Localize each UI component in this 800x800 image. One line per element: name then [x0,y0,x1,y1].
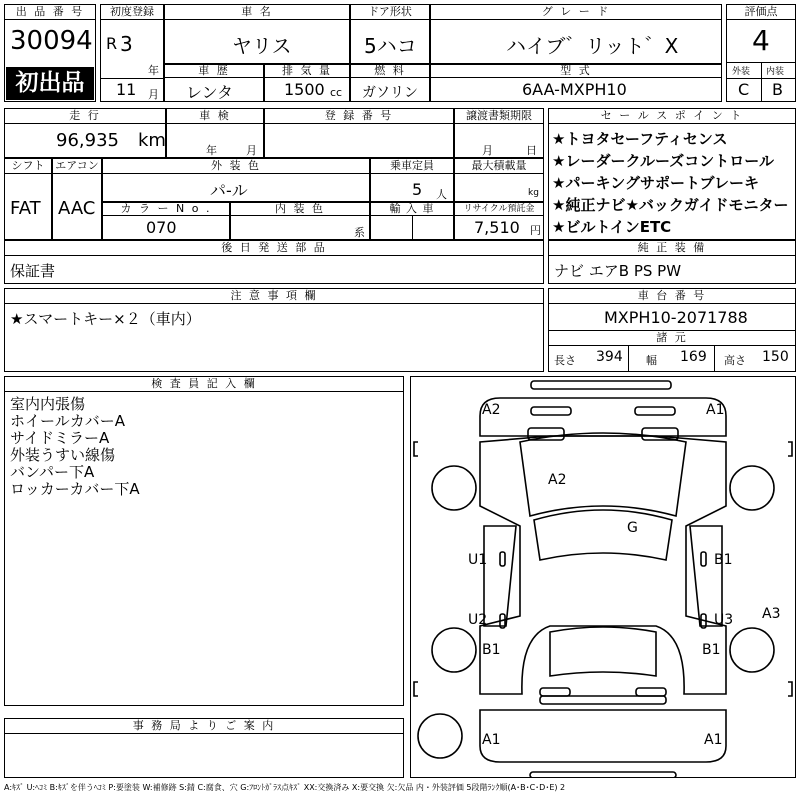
inspection-month-unit: 月 [246,144,257,157]
mileage-unit: km [138,130,166,151]
door-label: ドア形状 [350,4,430,20]
dims-label: 諸 元 [548,330,796,346]
history-label: 車 歴 [164,64,264,78]
equipment-value: ナビ エアB PS PW [554,262,682,280]
height-label: 高さ [724,354,746,367]
mark-u3-right-rear: U3 [714,612,734,628]
grade: ハイブ゛リット゛X [506,34,679,58]
mileage-label: 走 行 [4,108,166,124]
recycle-amount: 7,510 [474,218,520,237]
dims-divider-1 [628,346,629,372]
first-reg-label: 初度登録 [100,4,164,20]
equipment-label: 純 正 装 備 [548,240,796,256]
exterior-label: 外装 [732,67,751,77]
color-no: 070 [146,218,177,237]
color-no-label: カ ラ ー N o . [102,202,230,216]
mark-b1-left-wheel: B1 [482,642,501,658]
displacement-label: 排 気 量 [264,64,350,78]
inspector-line: ロッカーカバー下A [10,480,140,498]
transfer-month-unit: 月 [482,144,493,157]
model-label: 型 式 [430,64,722,78]
mark-a1-rear-right: A1 [704,732,723,748]
int-color-label: 内 装 色 [230,202,370,216]
sales-points-list [552,128,788,238]
sales-point-item: ★トヨタセーフティセンス [552,130,728,148]
sales-point-item: ★レーダークルーズコントロール [552,152,774,170]
era: R [106,34,118,53]
score: 4 [752,24,770,57]
mark-g-windshield: G [627,520,638,536]
inspector-line: 室内内張傷 [10,395,86,413]
recycle-unit: 円 [530,224,541,237]
int-color-unit: 系 [354,226,365,239]
transfer-day-unit: 日 [526,144,537,157]
parts-label: 後 日 発 送 部 品 [4,240,544,256]
ext-int-divider [761,62,762,102]
interior-label: 内装 [766,67,785,77]
sales-points-label: セ ー ル ス ポ イ ン ト [548,108,796,124]
score-label: 評価点 [726,4,796,20]
mileage: 96,935 [56,130,119,151]
height: 150 [762,349,789,365]
inspector-line: ホイールカバーA [10,412,125,430]
mark-b1-right-front: B1 [714,552,733,568]
mark-a3-right: A3 [762,606,781,622]
history: レンタ [186,83,233,102]
sales-point-item: ★パーキングサポートブレーキ [552,174,759,192]
inspector-line: 外装うすい線傷 [10,446,116,464]
dims-divider-2 [714,346,715,372]
door-type: 5ハコ [364,34,417,58]
chassis-label: 車 台 番 号 [548,288,796,304]
sales-point-item: ★ビルトインETC [552,218,672,236]
load-label: 最大積載量 [454,158,544,174]
model: 6AA-MXPH10 [522,80,627,99]
sales-point-item: ★純正ナビ★バックガイドモニター [552,196,789,214]
lot-label: 出 品 番 号 [4,4,96,20]
inspection-label: 車 検 [166,108,264,124]
ext-color-label: 外 装 色 [102,158,370,174]
inspector-line: バンパー下A [10,463,95,481]
legend: A:ｷｽﾞ U:ﾍｺﾐ B:ｷｽﾞを伴うﾍｺﾐ P:要塗装 W:補修跡 S:錆 C:腐食、穴 G:ﾌﾛﾝﾄｶﾞﾗｽ点ｷｽﾞ XX:交換済み X:要交換 欠:欠品 内・外装評価 5段階ﾗﾝｸ順(A･B･C･D･E) 2 [4,783,566,792]
inspector-lines [10,396,140,498]
mark-u1-left-front: U1 [468,552,488,568]
recycle-label: リサイクル預託金 [454,202,544,216]
length: 394 [596,349,623,365]
width-label: 幅 [646,354,657,367]
regno-label: 登 録 番 号 [264,108,454,124]
exterior-grade: C [738,80,750,99]
displacement-unit: cc [330,86,343,99]
fuel-label: 燃 料 [350,64,430,78]
import-divider [412,216,413,240]
shift: FAT [10,198,41,219]
office-label: 事 務 局 よ り ご 案 内 [4,718,404,734]
import-label: 輸 入 車 [370,202,454,216]
car-diagram [410,376,796,778]
capacity-label: 乗車定員 [370,158,454,174]
notes-label: 注 意 事 項 欄 [4,288,544,304]
inspector-line: サイドミラーA [10,429,110,447]
capacity: 5 [412,180,423,199]
parts-value: 保証書 [10,262,56,280]
aircon-label: エアコン [52,158,102,174]
aircon: AAC [58,198,96,219]
load-unit: kg [528,188,539,198]
mark-u2-left-rear: U2 [468,612,488,628]
car-name-label: 車 名 [164,4,350,20]
ext-color: パ-ル [210,181,248,200]
shift-label: シフト [4,158,52,174]
year-unit: 年 [148,64,159,77]
lot-number: 30094 [10,26,93,56]
mark-b1-right-wheel: B1 [702,642,721,658]
length-label: 長さ [554,354,576,367]
interior-grade: B [772,80,783,99]
chassis-number: MXPH10-2071788 [604,308,748,327]
month-unit: 月 [148,88,159,101]
inspection-year-unit: 年 [206,144,217,157]
mark-a2-front: A2 [482,402,501,418]
width: 169 [680,349,707,365]
car-name: ヤリス [232,34,292,58]
fuel: ガソリン [362,85,418,101]
reg-month: 11 [116,80,137,99]
mark-a1-rear-left: A1 [482,732,501,748]
grade-label: グ レ ー ド [430,4,722,20]
inspector-label: 検 査 員 記 入 欄 [4,376,404,392]
mark-a2-roof: A2 [548,472,567,488]
displacement: 1500 [284,80,325,99]
mark-a1-front: A1 [706,402,725,418]
reg-year: 3 [120,32,133,56]
notes-value: ★スマートキー×２（車内） [10,310,201,328]
capacity-unit: 人 [436,188,447,201]
transfer-label: 譲渡書類期限 [454,108,544,124]
first-listing-badge: 初出品 [6,67,94,100]
ext-int-hline [726,78,796,79]
